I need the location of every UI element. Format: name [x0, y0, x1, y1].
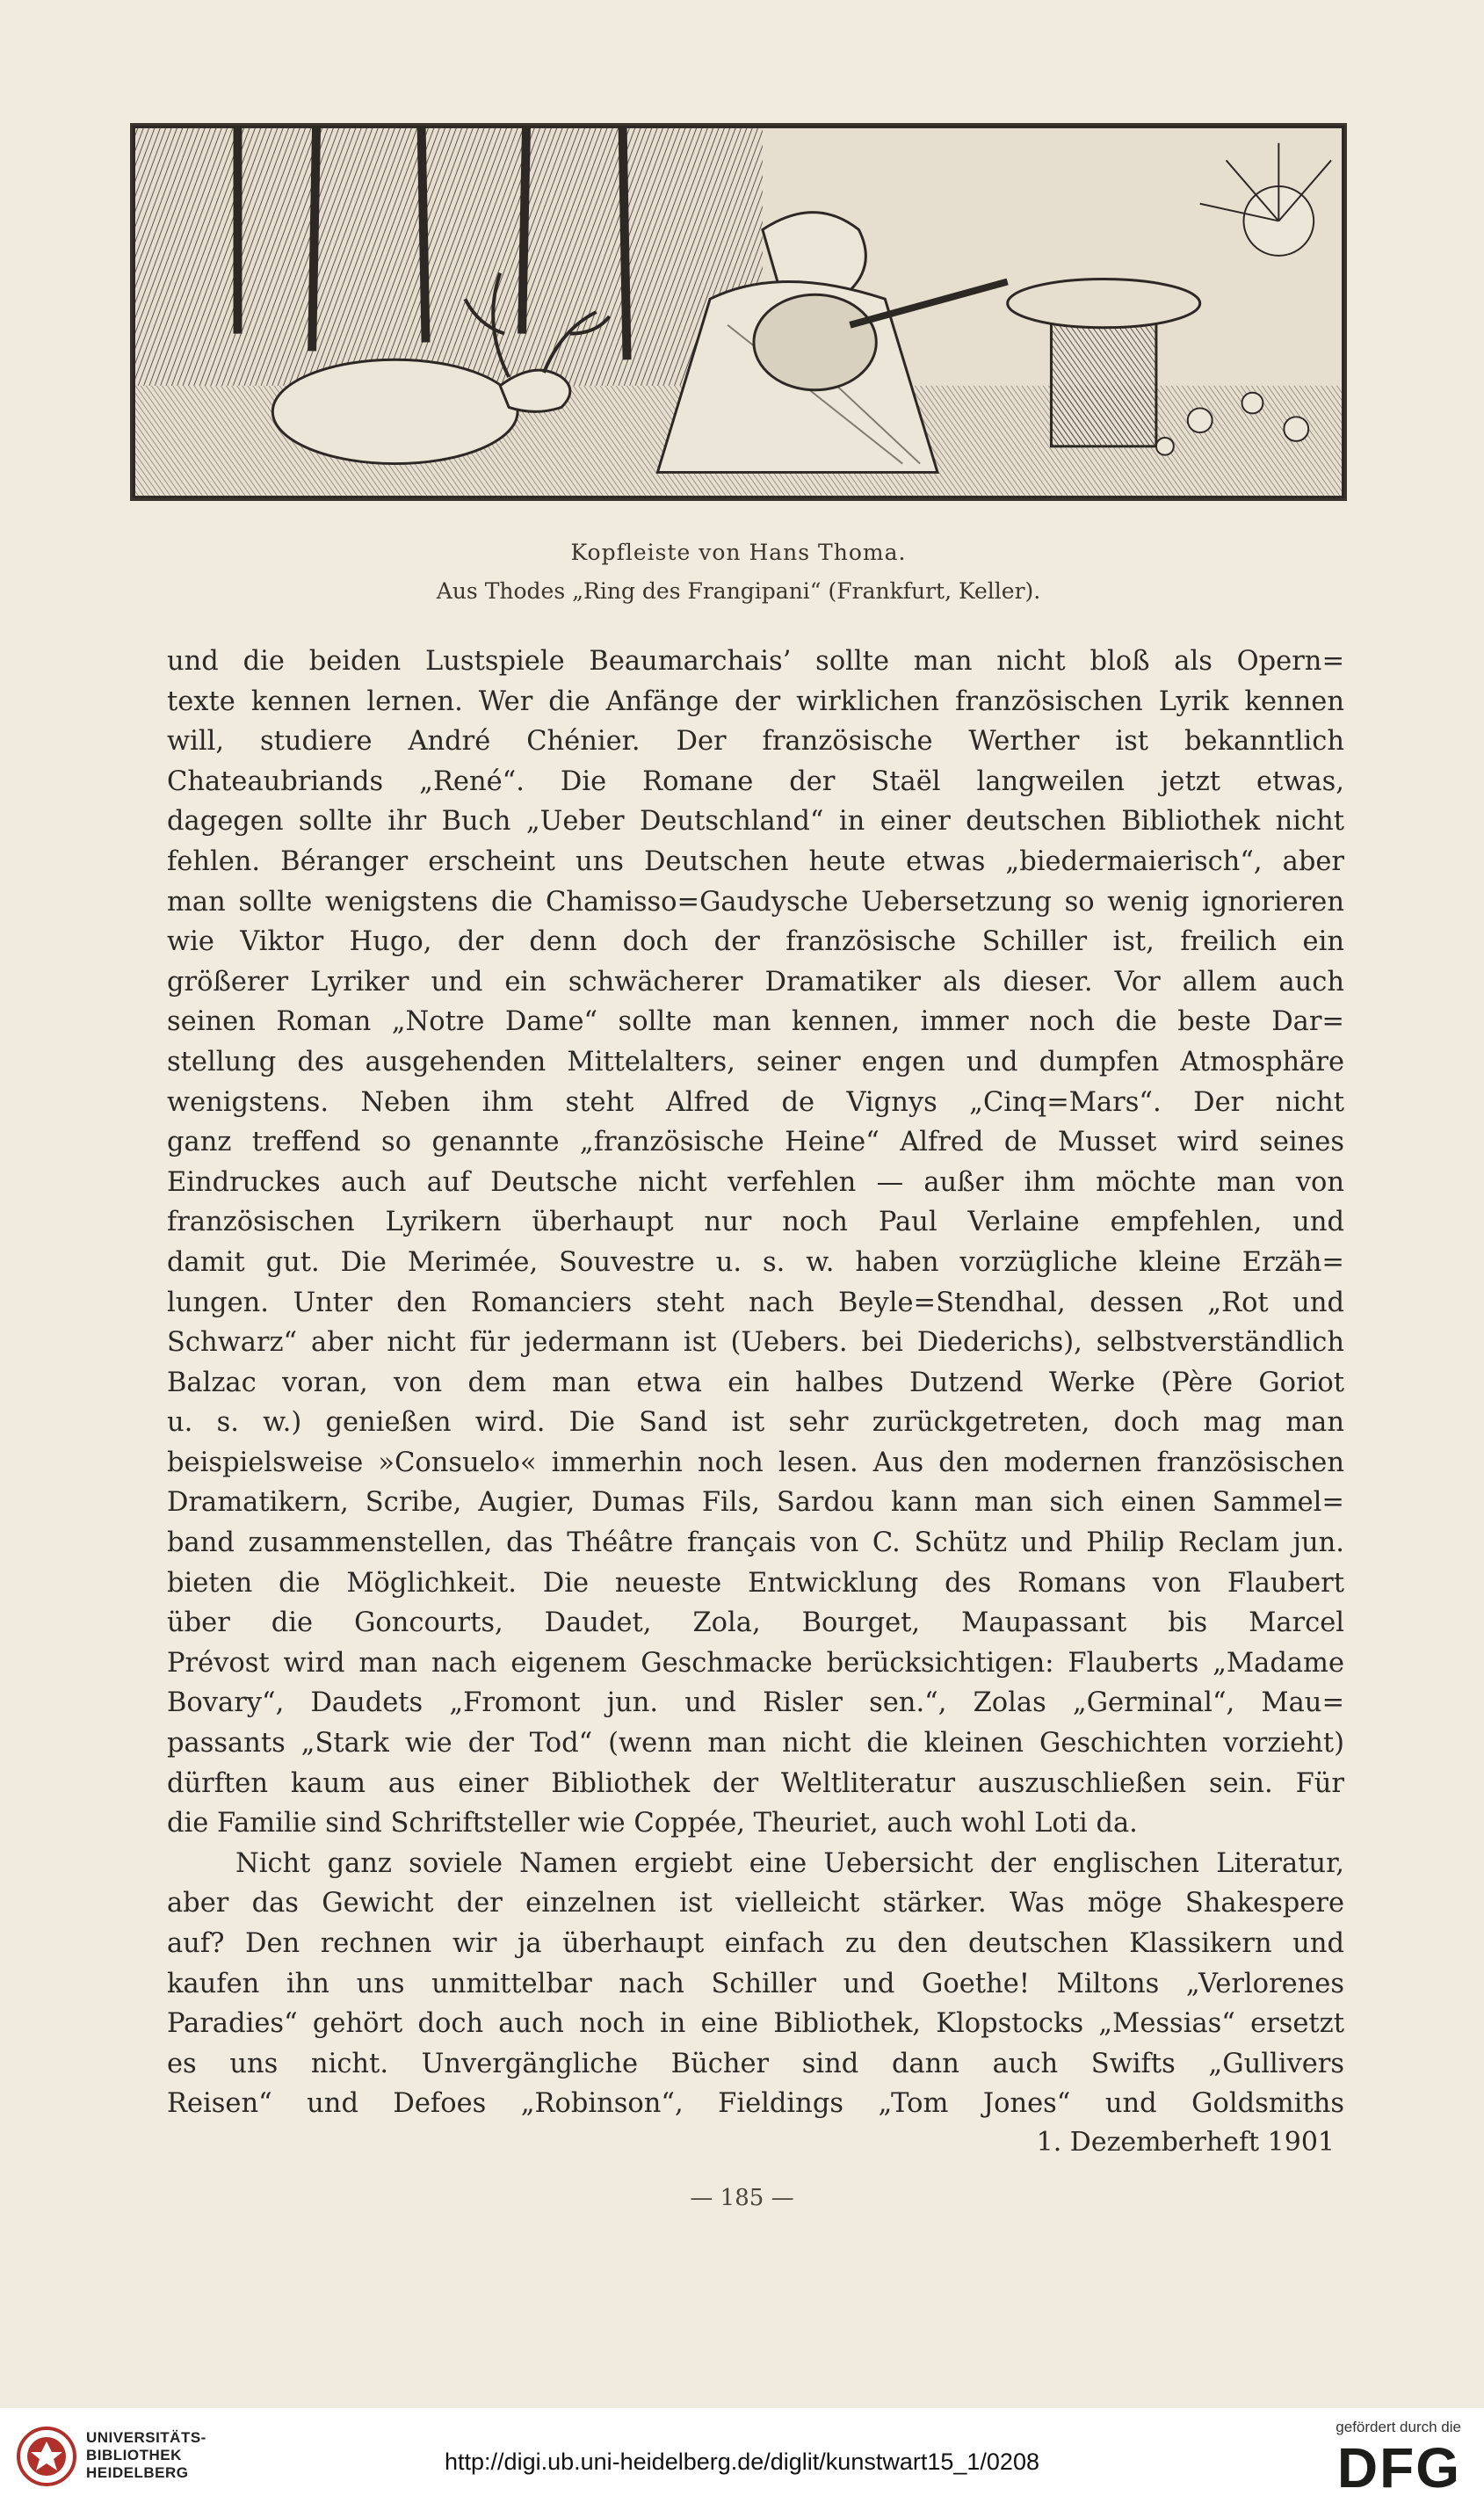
page-number: — 185 —	[690, 2185, 794, 2211]
text-line: band zusammenstellen, das Théâtre français von C. Schütz und Philip Reclam jun.	[167, 1527, 1344, 1559]
text-line: man sollte wenigstens die Chamisso=Gaudysche Uebersetzung so wenig ignorieren	[167, 886, 1344, 918]
text-line: lungen. Unter den Romanciers steht nach Beyle=Stendhal, dessen „Rot und	[167, 1287, 1344, 1318]
text-line: dürften kaum aus einer Bibliothek der Weltliteratur auszuschließen sein. Für	[167, 1767, 1344, 1799]
text-line: texte kennen lernen. Wer die Anfänge der wirklichen französischen Lyrik kennen	[167, 686, 1344, 717]
text-line: seinen Roman „Notre Dame“ sollte man kennen, immer noch die beste Dar=	[167, 1006, 1344, 1038]
illustration-caption-source: Aus Thodes „Ring des Frangipani“ (Frankfurt, Keller).	[436, 578, 1041, 604]
text-line: auf? Den rechnen wir ja überhaupt einfach zu den deutschen Klassikern und	[167, 1928, 1344, 1959]
text-line: aber das Gewicht der einzelnen ist vielleicht stärker. Was möge Shakespere	[167, 1888, 1344, 1919]
dfg-logo: DFG	[1336, 2436, 1461, 2499]
text-line: kaufen ihn uns unmittelbar nach Schiller und Goethe! Miltons „Verlorenes	[167, 1968, 1344, 1999]
text-line: ganz treffend so genannte „französische Heine“ Alfred de Musset wird seines	[167, 1127, 1344, 1158]
text-line: größerer Lyriker und ein schwächerer Dramatiker als dieser. Vor allem auch	[167, 966, 1344, 998]
text-line: über die Goncourts, Daudet, Zola, Bourget, Maupassant bis Marcel	[167, 1607, 1344, 1639]
text-line: die Familie sind Schriftsteller wie Coppée, Theuriet, auch wohl Loti da.	[167, 1808, 1138, 1839]
text-line: bieten die Möglichkeit. Die neueste Entwicklung des Romans von Flaubert	[167, 1567, 1344, 1599]
library-name-line: UNIVERSITÄTS-	[86, 2429, 206, 2446]
article-body	[167, 642, 1344, 2124]
text-line: beispielsweise »Consuelo« immerhin noch lesen. Aus den modernen französischen	[167, 1447, 1344, 1478]
woodcut-drawing	[133, 126, 1344, 498]
text-line: Prévost wird man nach eigenem Geschmacke berücksichtigen: Flauberts „Madame	[167, 1647, 1344, 1679]
text-line: fehlen. Béranger erscheint uns Deutschen heute etwas „biedermaierisch“, aber	[167, 845, 1344, 877]
text-line: passants „Stark wie der Tod“ (wenn man nicht die kleinen Geschichten vorzieht)	[167, 1728, 1344, 1759]
header-illustration	[130, 123, 1347, 501]
permalink-url[interactable]: http://digi.ub.uni-heidelberg.de/diglit/kunstwart15_1/0208	[445, 2449, 1039, 2475]
text-line: damit gut. Die Merimée, Souvestre u. s. w. haben vorzügliche kleine Erzäh=	[167, 1246, 1344, 1278]
text-line: Schwarz“ aber nicht für jedermann ist (Uebers. bei Diederichs), selbstverständlich	[167, 1327, 1344, 1359]
text-line: Reisen“ und Defoes „Robinson“, Fieldings „Tom Jones“ und Goldsmiths	[167, 2088, 1344, 2120]
text-line: Paradies“ gehört doch auch noch in eine Bibliothek, Klopstocks „Messias“ ersetzt	[167, 2008, 1344, 2040]
text-line: u. s. w.) genießen wird. Die Sand ist sehr zurückgetreten, doch mag man	[167, 1407, 1344, 1439]
text-line: Dramatikern, Scribe, Augier, Dumas Fils, Sardou kann man sich einen Sammel=	[167, 1487, 1344, 1519]
text-line: wie Viktor Hugo, der denn doch der französische Schiller ist, freilich ein	[167, 926, 1344, 958]
text-line: es uns nicht. Unvergängliche Bücher sind dann auch Swifts „Gullivers	[167, 2048, 1344, 2079]
text-line: dagegen sollte ihr Buch „Ueber Deutschland“ in einer deutschen Bibliothek nicht	[167, 806, 1344, 838]
text-line: und die beiden Lustspiele Beaumarchais’ sollte man nicht bloß als Opern=	[167, 646, 1344, 677]
text-line: will, studiere André Chénier. Der französische Werther ist bekanntlich	[167, 726, 1344, 758]
text-line: Balzac voran, von dem man etwa ein halbes Dutzend Werke (Père Goriot	[167, 1367, 1344, 1398]
library-name-line: HEIDELBERG	[86, 2464, 189, 2481]
text-line: wenigstens. Neben ihm steht Alfred de Vignys „Cinq=Mars“. Der nicht	[167, 1086, 1344, 1118]
text-line: französischen Lyrikern überhaupt nur noch Paul Verlaine empfehlen, und	[167, 1207, 1344, 1238]
library-name-line: BIBLIOTHEK	[86, 2447, 182, 2463]
digitization-footer	[0, 2408, 1484, 2503]
sponsor-note: gefördert durch die	[1336, 2419, 1461, 2435]
illustration-caption-credit: Kopfleiste von Hans Thoma.	[570, 540, 907, 565]
text-line: Nicht ganz soviele Namen ergiebt eine Uebersicht der englischen Literatur,	[235, 1847, 1344, 1879]
text-line: Bovary“, Daudets „Fromont jun. und Risler sen.“, Zolas „Germinal“, Mau=	[167, 1687, 1344, 1719]
text-line: Chateaubriands „René“. Die Romane der Staël langweilen jetzt etwas,	[167, 765, 1344, 797]
text-line: stellung des ausgehenden Mittelalters, seiner engen und dumpfen Atmosphäre	[167, 1046, 1344, 1077]
text-line: Eindruckes auch auf Deutsche nicht verfehlen — außer ihm möchte man von	[167, 1166, 1344, 1198]
issue-label: 1. Dezemberheft 1901	[1036, 2127, 1335, 2158]
